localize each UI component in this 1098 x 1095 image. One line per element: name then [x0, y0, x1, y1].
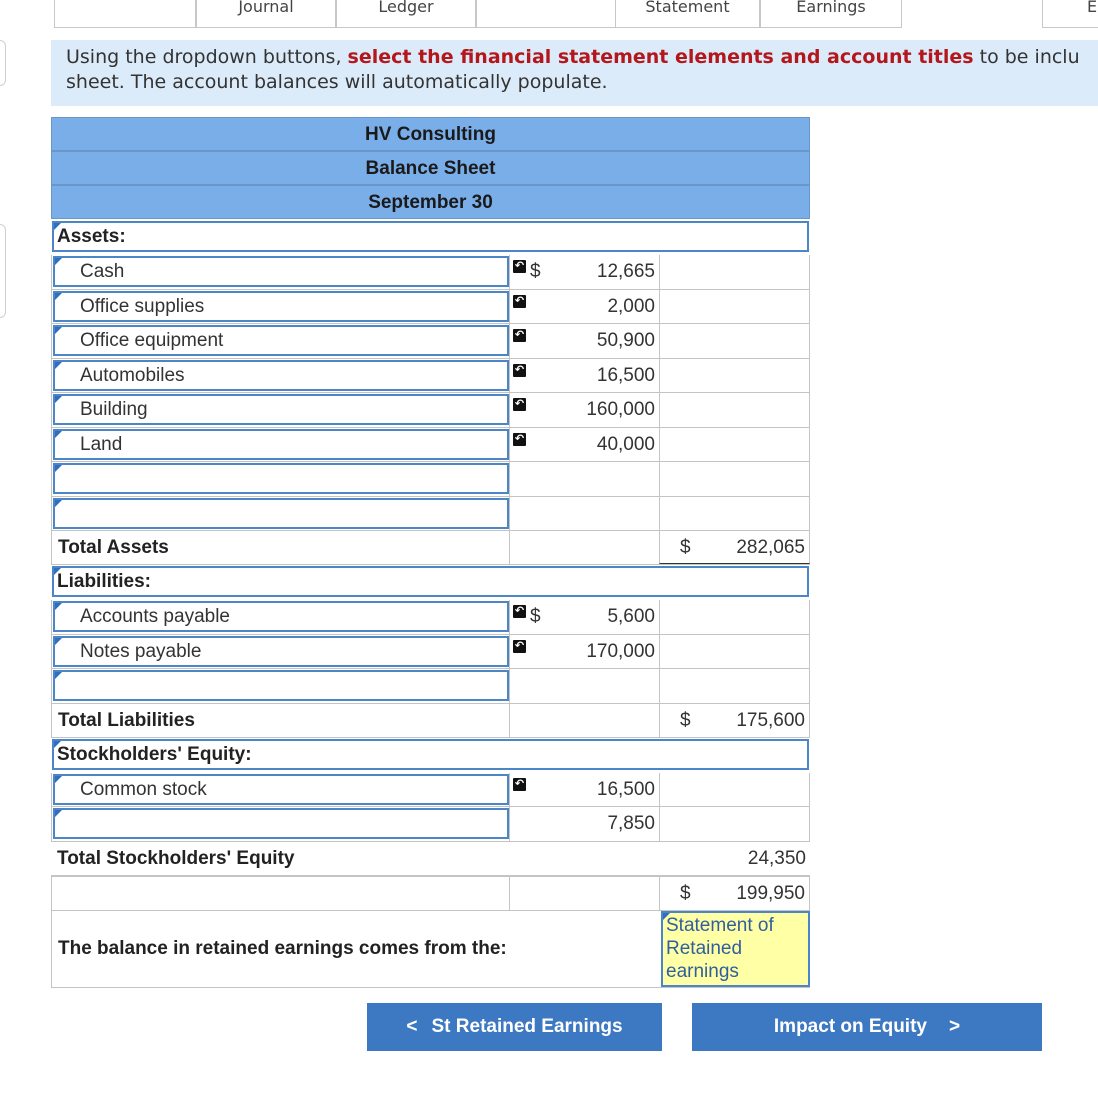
- account-select-building[interactable]: [53, 394, 509, 425]
- account-label: Accounts payable: [80, 606, 230, 627]
- account-label: Notes payable: [80, 641, 202, 662]
- account-label: Cash: [80, 261, 125, 282]
- assets-heading-select[interactable]: [52, 221, 809, 252]
- dropdown-flag-icon: [55, 500, 62, 507]
- undo-icon[interactable]: ↶: [514, 433, 525, 445]
- account-select-land[interactable]: [53, 429, 509, 460]
- account-label: Land: [80, 434, 123, 455]
- table-row: [51, 255, 810, 290]
- amount-land: 40,000: [596, 434, 655, 455]
- undo-icon[interactable]: ↶: [514, 778, 525, 790]
- statement-date: September 30: [51, 185, 810, 219]
- equity-heading-row: [51, 738, 810, 773]
- table-row: [51, 393, 810, 428]
- total-assets-value: 282,065: [736, 537, 805, 558]
- instruction-highlight: select the financial statement elements and account titles: [347, 46, 974, 68]
- amount-retained-earnings: 7,850: [607, 813, 655, 834]
- side-panel-edge: [0, 40, 6, 86]
- undo-icon[interactable]: ↶: [514, 329, 525, 341]
- total-liabilities-label: Total Liabilities: [58, 710, 195, 731]
- total-equity-value: 24,350: [747, 848, 806, 869]
- undo-icon[interactable]: ↶: [514, 605, 525, 617]
- dropdown-flag-icon: [55, 465, 62, 472]
- table-row: [51, 359, 810, 393]
- account-select-empty-3[interactable]: [53, 670, 509, 701]
- grand-total-row: [51, 876, 810, 911]
- dropdown-flag-icon: [55, 638, 62, 645]
- account-select-automobiles[interactable]: [53, 360, 509, 391]
- account-select-common-stock[interactable]: [53, 774, 509, 805]
- instruction-post: to be inclu: [973, 46, 1080, 68]
- undo-icon[interactable]: ↶: [514, 295, 525, 307]
- assets-heading-label: Assets:: [57, 226, 126, 247]
- retained-earnings-answer-select[interactable]: [661, 911, 810, 987]
- dropdown-flag-icon: [55, 603, 62, 610]
- prev-button-label: St Retained Earnings: [431, 1016, 623, 1037]
- total-liabilities-equity-value: 199,950: [736, 883, 805, 904]
- account-select-empty-1[interactable]: [53, 463, 509, 494]
- total-liabilities-row: [51, 704, 810, 738]
- account-select-accounts-payable[interactable]: [53, 601, 509, 632]
- account-label: Common stock: [80, 779, 207, 800]
- tab-earnings[interactable]: Earnings: [760, 0, 902, 28]
- undo-icon[interactable]: ↶: [514, 640, 525, 652]
- tab-statement[interactable]: Statement: [616, 0, 760, 28]
- account-select-cash[interactable]: [53, 256, 509, 287]
- dropdown-flag-icon: [55, 396, 62, 403]
- dropdown-flag-icon: [55, 431, 62, 438]
- dropdown-flag-icon: [55, 362, 62, 369]
- liabilities-heading-select[interactable]: [52, 566, 809, 597]
- dropdown-flag-icon: [663, 913, 670, 920]
- account-label: Building: [80, 399, 148, 420]
- tab-equity[interactable]: E: [1042, 0, 1098, 28]
- account-select-notes-payable[interactable]: [53, 636, 509, 667]
- tab-journal[interactable]: Journal: [196, 0, 336, 28]
- dollar-sign: $: [680, 883, 691, 904]
- instruction-box: [51, 40, 1098, 106]
- tab-blank[interactable]: [54, 0, 196, 28]
- assets-heading-row: [51, 220, 810, 255]
- amount-automobiles: 16,500: [596, 365, 655, 386]
- amount-accounts-payable: 5,600: [607, 606, 655, 627]
- amount-common-stock: 16,500: [596, 779, 655, 800]
- account-select-empty-4[interactable]: [53, 808, 509, 839]
- prev-button[interactable]: [367, 1003, 662, 1051]
- chevron-right-icon: >: [948, 1016, 961, 1037]
- dollar-sign: $: [680, 537, 691, 558]
- account-select-office-equipment[interactable]: [53, 325, 509, 356]
- tab-blank-2[interactable]: [476, 0, 616, 28]
- amount-building: 160,000: [586, 399, 655, 420]
- retained-earnings-answer: Statement of Retained earnings: [666, 915, 774, 982]
- liabilities-heading-label: Liabilities:: [57, 571, 151, 592]
- table-row: [51, 324, 810, 359]
- table-row: [51, 807, 810, 842]
- total-equity-label: Total Stockholders' Equity: [57, 848, 295, 869]
- equity-heading-select[interactable]: [52, 739, 809, 770]
- undo-icon[interactable]: ↶: [514, 364, 525, 376]
- undo-icon[interactable]: ↶: [514, 398, 525, 410]
- dropdown-flag-icon: [55, 672, 62, 679]
- total-assets-label: Total Assets: [58, 537, 169, 558]
- tab-bar: [0, 0, 1098, 30]
- retained-earnings-question: The balance in retained earnings comes from the:: [58, 938, 507, 959]
- table-row: [51, 669, 810, 704]
- next-button-label: Impact on Equity: [773, 1016, 927, 1037]
- table-row: [51, 600, 810, 635]
- retained-earnings-row: [51, 911, 810, 988]
- account-label: Office equipment: [80, 330, 224, 351]
- table-row: [51, 290, 810, 324]
- next-button[interactable]: [692, 1003, 1042, 1051]
- table-row: [51, 497, 810, 531]
- account-select-office-supplies[interactable]: [53, 291, 509, 322]
- total-equity-row: [51, 842, 810, 876]
- dropdown-flag-icon: [54, 568, 61, 575]
- dropdown-flag-icon: [54, 741, 61, 748]
- dropdown-flag-icon: [55, 327, 62, 334]
- equity-heading-label: Stockholders' Equity:: [57, 744, 252, 765]
- table-row: [51, 635, 810, 669]
- total-liabilities-value: 175,600: [736, 710, 805, 731]
- side-panel-edge-2: [0, 224, 6, 318]
- chevron-left-icon: <: [406, 1016, 418, 1037]
- amount-notes-payable: 170,000: [586, 641, 655, 662]
- dropdown-flag-icon: [55, 258, 62, 265]
- company-name: HV Consulting: [51, 117, 810, 151]
- instruction-pre: Using the dropdown buttons,: [66, 46, 348, 68]
- undo-icon[interactable]: ↶: [514, 260, 525, 272]
- table-row: [51, 773, 810, 807]
- amount-cash: 12,665: [596, 261, 655, 282]
- dropdown-flag-icon: [55, 810, 62, 817]
- dropdown-flag-icon: [55, 293, 62, 300]
- statement-title: Balance Sheet: [51, 151, 810, 185]
- account-label: Office supplies: [80, 296, 205, 317]
- dollar-sign: $: [680, 710, 691, 731]
- liabilities-heading-row: [51, 565, 810, 600]
- dollar-sign: $: [530, 606, 541, 627]
- tab-ledger[interactable]: Ledger: [336, 0, 476, 28]
- dollar-sign: $: [530, 261, 541, 282]
- instruction-line2: sheet. The account balances will automatically populate.: [66, 71, 608, 93]
- account-select-empty-2[interactable]: [53, 498, 509, 529]
- amount-office-equipment: 50,900: [596, 330, 655, 351]
- account-label: Automobiles: [80, 365, 185, 386]
- amount-office-supplies: 2,000: [607, 296, 655, 317]
- table-row: [51, 428, 810, 462]
- total-assets-row: [51, 531, 810, 565]
- dropdown-flag-icon: [54, 223, 61, 230]
- table-row: [51, 462, 810, 497]
- dropdown-flag-icon: [55, 776, 62, 783]
